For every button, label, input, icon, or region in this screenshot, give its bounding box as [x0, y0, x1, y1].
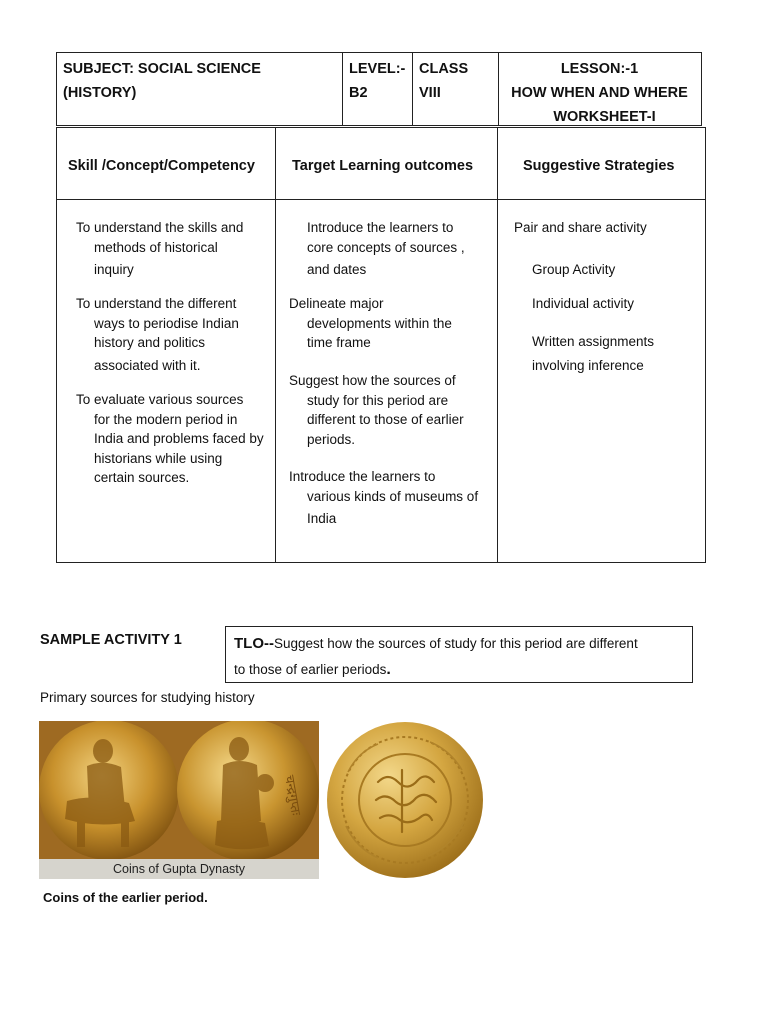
gupta-coins-image [39, 721, 319, 879]
tlo-label: TLO-- [234, 635, 274, 652]
sample-activity-title: SAMPLE ACTIVITY 1 [40, 632, 182, 648]
worksheet-label: WORKSHEET-I [553, 109, 656, 125]
coin-inscription: चन्द्रगुप्तः [281, 774, 303, 817]
strategy-item: Individual activity [532, 296, 635, 311]
primary-sources-label: Primary sources for studying history [40, 690, 255, 705]
coin-image [318, 722, 488, 878]
level-label: LEVEL:- [349, 61, 406, 77]
level-cell [343, 53, 413, 125]
skills-table [56, 127, 706, 563]
subject-text: SUBJECT: SOCIAL SCIENCE (HISTORY) [63, 61, 261, 101]
lesson-title: HOW WHEN AND WHERE [511, 85, 688, 101]
lesson-cell [499, 53, 700, 125]
sultanate-coin [318, 722, 488, 878]
subject-cell [57, 53, 343, 125]
column-divider [497, 128, 498, 562]
header-table [56, 52, 702, 126]
skill-item: To evaluate various sources for the modern period in India and problems faced by historians while using certain sources. [76, 392, 264, 485]
col-header-outcomes: Target Learning outcomes [292, 158, 474, 174]
column-divider [275, 128, 276, 562]
tlo-text-continued: to those of earlier periods [234, 662, 387, 677]
class-text: CLASS VIII [419, 61, 469, 101]
skill-item: To understand the skills and methods of historical inquiry [76, 220, 244, 277]
class-cell [413, 53, 499, 125]
col-header-strategies: Suggestive Strategies [523, 158, 675, 174]
col-header-skill: Skill /Concept/Competency [68, 158, 255, 174]
outcome-item: Introduce the learners to various kinds of museums of India [289, 469, 479, 526]
outcome-item: Suggest how the sources of study for this period are different to those of earlier periods. [289, 373, 464, 447]
strategy-item: Pair and share activity [514, 220, 647, 235]
outcome-item: Introduce the learners to core concepts of sources , and dates [307, 220, 465, 277]
coins-caption: Coins of the earlier period. [43, 890, 208, 905]
outcome-item: Delineate major developments within the time frame [289, 296, 452, 350]
tlo-text: Suggest how the sources of study for this period are different [273, 636, 638, 651]
strategy-item: involving inference [532, 358, 644, 373]
tlo-period: . [386, 661, 391, 678]
photo-caption: Coins of Gupta Dynasty [39, 859, 319, 879]
lesson-number: LESSON:-1 [560, 61, 639, 77]
strategy-item: Group Activity [532, 262, 616, 277]
skill-item: To understand the different ways to periodise Indian history and politics associated with it. [76, 296, 239, 373]
strategy-item: Written assignments [532, 334, 655, 349]
tlo-box [225, 626, 693, 683]
gupta-coins-photo [39, 721, 319, 879]
level-value: B2 [349, 85, 368, 101]
